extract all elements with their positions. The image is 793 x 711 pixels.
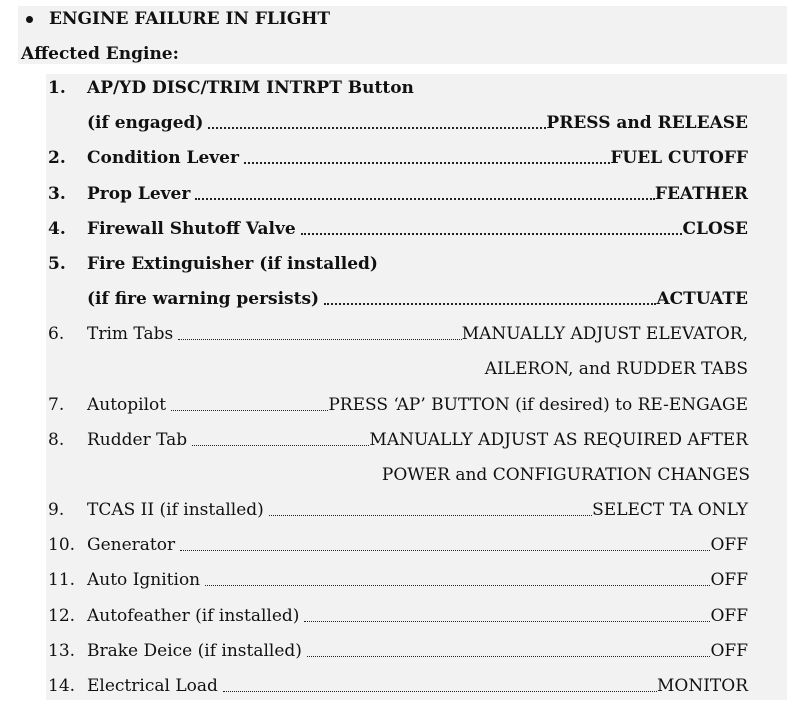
item-action-continued: POWER and CONFIGURATION CHANGES <box>381 465 750 485</box>
checklist-item-5 <box>48 252 748 276</box>
item-number: 11. <box>48 570 76 590</box>
dot-leader <box>301 233 683 235</box>
item-condition: (if fire warning persists) <box>87 289 320 309</box>
item-label: Electrical Load <box>87 676 218 696</box>
checklist-item-7 <box>48 393 748 417</box>
checklist-item-5-cont <box>48 287 748 311</box>
dot-leader <box>324 303 656 305</box>
item-label: Autopilot <box>87 395 167 415</box>
item-number: 1. <box>48 78 66 98</box>
item-label: Autofeather (if installed) <box>87 606 300 626</box>
item-number: 14. <box>48 676 76 696</box>
item-action: FEATHER <box>654 184 748 204</box>
checklist-item-1 <box>48 76 748 100</box>
item-label: Auto Ignition <box>87 570 201 590</box>
item-label: Fire Extinguisher (if installed) <box>87 254 378 274</box>
checklist-heading <box>24 7 330 31</box>
dot-leader <box>307 656 711 657</box>
dot-leader <box>192 445 369 446</box>
item-condition: (if engaged) <box>87 113 204 133</box>
checklist-item-3 <box>48 182 748 206</box>
checklist-item-13 <box>48 639 748 663</box>
item-action: FUEL CUTOFF <box>610 148 748 168</box>
item-action: SELECT TA ONLY <box>592 500 748 520</box>
item-number: 6. <box>48 324 65 344</box>
item-label: Prop Lever <box>87 184 191 204</box>
dot-leader <box>304 621 710 622</box>
checklist-item-8 <box>48 428 748 452</box>
dot-leader <box>244 162 610 164</box>
dot-leader <box>223 691 657 692</box>
item-action: OFF <box>710 606 748 626</box>
checklist-item-4 <box>48 217 748 241</box>
checklist-item-2 <box>48 146 748 170</box>
item-number: 12. <box>48 606 76 626</box>
item-label: Rudder Tab <box>87 430 188 450</box>
item-label: Brake Deice (if installed) <box>87 641 302 661</box>
affected-engine-label: Affected Engine: <box>21 44 179 64</box>
item-number: 13. <box>48 641 76 661</box>
item-number: 10. <box>48 535 76 555</box>
heading-text: ENGINE FAILURE IN FLIGHT <box>49 9 331 29</box>
dot-leader <box>178 339 462 340</box>
bullet-icon <box>26 16 33 23</box>
item-action: PRESS ‘AP’ BUTTON (if desired) to RE-ENGAGE <box>328 395 748 415</box>
item-number: 7. <box>48 395 65 415</box>
item-label: Generator <box>87 535 176 555</box>
dot-leader <box>205 585 710 586</box>
checklist-item-1-cont <box>48 111 748 135</box>
checklist-item-6 <box>48 322 748 346</box>
item-number: 4. <box>48 219 66 239</box>
dot-leader <box>269 515 592 516</box>
item-label: Condition Lever <box>87 148 239 168</box>
item-action: OFF <box>710 641 748 661</box>
item-action-continued: AILERON, and RUDDER TABS <box>484 359 748 379</box>
item-number: 9. <box>48 500 65 520</box>
item-label: Trim Tabs <box>87 324 174 344</box>
item-action: MONITOR <box>656 676 748 696</box>
item-number: 3. <box>48 184 66 204</box>
item-label: AP/YD DISC/TRIM INTRPT Button <box>87 78 414 98</box>
item-action: CLOSE <box>682 219 748 239</box>
item-action: PRESS and RELEASE <box>546 113 748 133</box>
item-action: OFF <box>710 570 748 590</box>
item-label: TCAS II (if installed) <box>87 500 264 520</box>
dot-leader <box>195 198 655 200</box>
dot-leader <box>171 410 328 411</box>
checklist-item-12 <box>48 604 748 628</box>
item-action: MANUALLY ADJUST ELEVATOR, <box>461 324 748 344</box>
item-number: 5. <box>48 254 66 274</box>
item-number: 8. <box>48 430 65 450</box>
item-action: MANUALLY ADJUST AS REQUIRED AFTER <box>369 430 748 450</box>
dot-leader <box>208 127 546 129</box>
checklist-item-11 <box>48 568 748 592</box>
item-label: Firewall Shutoff Valve <box>87 219 296 239</box>
dot-leader <box>180 550 710 551</box>
checklist-item-14 <box>48 674 748 698</box>
item-action: OFF <box>710 535 748 555</box>
item-number: 2. <box>48 148 66 168</box>
checklist-item-10 <box>48 533 748 557</box>
checklist-item-9 <box>48 498 748 522</box>
item-action: ACTUATE <box>656 289 748 309</box>
